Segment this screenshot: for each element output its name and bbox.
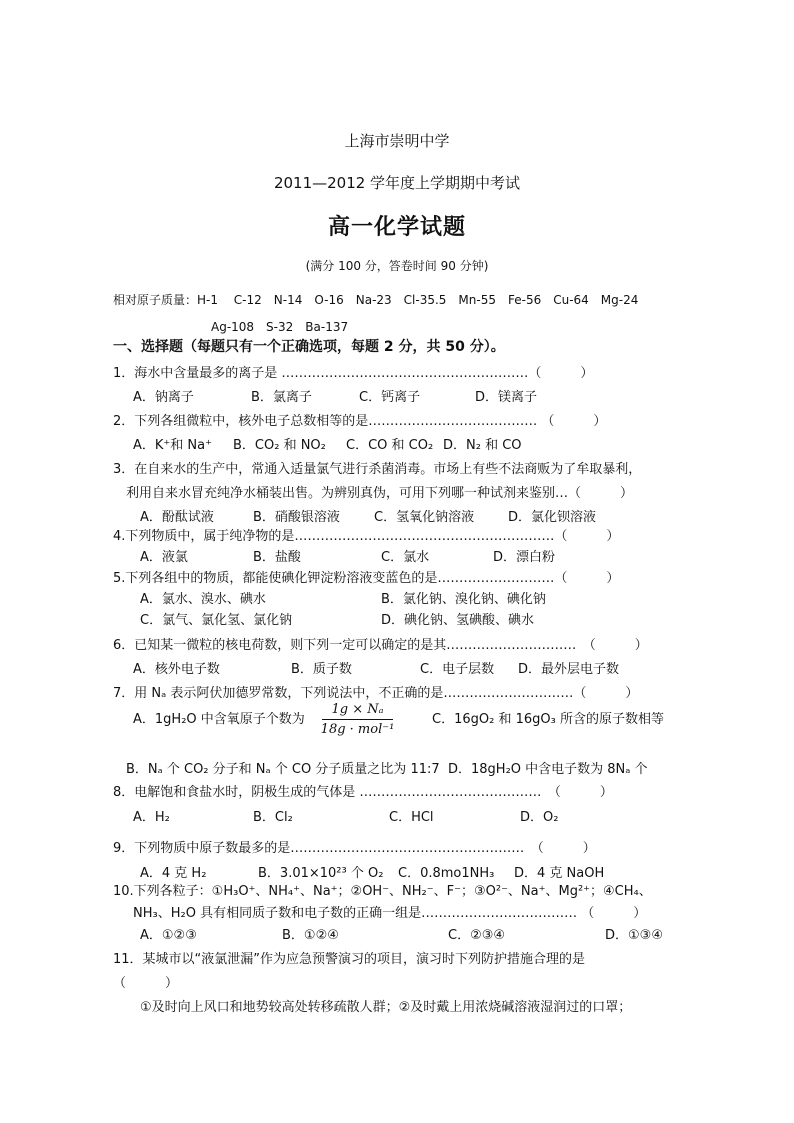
question-4-option-b: B．盐酸 bbox=[253, 550, 301, 565]
question-8-option-d: D．O₂ bbox=[520, 810, 559, 825]
question-5-option-a: A．氯水、溴水、碘水 bbox=[140, 592, 266, 607]
question-9-stem: 9．下列物质中原子数最多的是……………………………………………… （ ） bbox=[113, 841, 596, 856]
question-8-option-b: B．Cl₂ bbox=[253, 810, 293, 825]
question-4-option-a: A．液氯 bbox=[140, 550, 188, 565]
question-3-option-b: B．硝酸银溶液 bbox=[253, 510, 340, 525]
question-8-stem: 8．电解饱和食盐水时，阴极生成的气体是 …………………………………… （ ） bbox=[113, 785, 613, 800]
exam-term: 2011—2012 学年度上学期期中考试 bbox=[273, 174, 521, 192]
question-7-option-c: C．16gO₂ 和 16gO₃ 所含的原子数相等 bbox=[432, 712, 664, 727]
atomic-mass-line-1: 相对原子质量：H-1 C-12 N-14 O-16 Na-23 Cl-35.5 Mn-55 Fe-56 Cu-64 Mg-24 bbox=[113, 293, 639, 307]
question-1-option-a: A．钠离子 bbox=[133, 390, 194, 405]
question-6-stem: 6．已知某一微粒的核电荷数，则下列一定可以确定的是其………………………… （ ） bbox=[113, 638, 648, 653]
question-9-option-b: B．3.01×10²³ 个 O₂ bbox=[258, 866, 384, 881]
question-5-option-b: B．氯化钠、溴化钠、碘化钠 bbox=[381, 592, 546, 607]
question-4-option-c: C．氯水 bbox=[381, 550, 430, 565]
exam-title: 高一化学试题 bbox=[327, 215, 466, 240]
question-2-option-d: D．N₂ 和 CO bbox=[443, 438, 522, 453]
fraction-denominator: 18g · mol⁻¹ bbox=[320, 722, 395, 737]
question-10-option-d: D．①③④ bbox=[605, 928, 663, 943]
question-7-option-a: A．1gH₂O 中含氧原子个数为 bbox=[133, 712, 305, 727]
question-7-stem: 7．用 Nₐ 表示阿伏加德罗常数，下列说法中，不正确的是…………………………（ ） bbox=[113, 686, 639, 701]
question-2-option-c: C．CO 和 CO₂ bbox=[346, 438, 434, 453]
question-9-option-d: D．4 克 NaOH bbox=[514, 866, 605, 881]
fraction-numerator: 1g × Nₐ bbox=[331, 702, 384, 717]
question-6-option-b: B．质子数 bbox=[291, 662, 352, 677]
question-7-fraction bbox=[320, 702, 395, 737]
question-10-stem-continued: NH₃、H₂O 具有相同质子数和电子数的正确一组是……………………………… （ ） bbox=[133, 906, 647, 921]
question-1-stem: 1．海水中含量最多的离子是 …………………………………………………（ ） bbox=[113, 366, 594, 381]
question-2-option-a: A．K⁺和 Na⁺ bbox=[133, 438, 212, 453]
question-3-option-a: A．酚酞试液 bbox=[140, 510, 214, 525]
question-5-option-d: D．碘化钠、氢碘酸、碘水 bbox=[381, 613, 535, 628]
question-3-option-d: D．氯化钡溶液 bbox=[508, 510, 597, 525]
question-4-stem: 4.下列物质中，属于纯净物的是……………………………………………………（ ） bbox=[113, 529, 620, 544]
question-3-stem-continued: 利用自来水冒充纯净水桶装出售。为辨别真伪，可用下列哪一种试剂来鉴别…（ ） bbox=[126, 486, 634, 501]
question-1-option-c: C．钙离子 bbox=[359, 390, 421, 405]
question-11-answer-blank: （ ） bbox=[113, 976, 179, 991]
question-5-option-c: C．氯气、氯化氢、氯化钠 bbox=[140, 613, 293, 628]
question-11-stem: 11．某城市以“液氯泄漏”作为应急预警演习的项目，演习时下列防护措施合理的是 bbox=[113, 952, 586, 967]
question-4-option-d: D．漂白粉 bbox=[493, 550, 556, 565]
question-10-option-a: A．①②③ bbox=[140, 928, 197, 943]
question-10-stem: 10.下列各粒子：①H₃O⁺、NH₄⁺、Na⁺；②OH⁻、NH₂⁻、F⁻；③O²⁻、Na⁺、Mg²⁺；④CH₄、 bbox=[113, 884, 652, 899]
question-8-option-c: C．HCl bbox=[389, 810, 434, 825]
question-6-option-d: D．最外层电子数 bbox=[518, 662, 620, 677]
question-7-option-b: B．Nₐ 个 CO₂ 分子和 Nₐ 个 CO 分子质量之比为 11:7 bbox=[126, 762, 440, 777]
question-10-option-b: B．①②④ bbox=[282, 928, 339, 943]
question-1-option-d: D．镁离子 bbox=[475, 390, 538, 405]
question-6-option-c: C．电子层数 bbox=[420, 662, 495, 677]
question-8-option-a: A．H₂ bbox=[133, 810, 170, 825]
score-info: (满分 100 分，答卷时间 90 分钟) bbox=[305, 259, 489, 273]
school-name: 上海市崇明中学 bbox=[344, 132, 450, 150]
question-11-measures: ①及时向上风口和地势较高处转移疏散人群；②及时戴上用浓烧碱溶液湿润过的口罩； bbox=[140, 1000, 632, 1015]
question-9-option-a: A．4 克 H₂ bbox=[140, 866, 207, 881]
atomic-mass-line-2: Ag-108 S-32 Ba-137 bbox=[211, 320, 349, 334]
question-6-option-a: A．核外电子数 bbox=[133, 662, 220, 677]
question-2-option-b: B．CO₂ 和 NO₂ bbox=[233, 438, 326, 453]
question-10-option-c: C．②③④ bbox=[448, 928, 506, 943]
question-7-option-d: D．18gH₂O 中含电子数为 8Nₐ 个 bbox=[448, 762, 648, 777]
question-1-option-b: B．氯离子 bbox=[251, 390, 312, 405]
section-title: 一、选择题（每题只有一个正确选项，每题 2 分，共 50 分）。 bbox=[113, 339, 505, 355]
question-2-stem: 2．下列各组微粒中，核外电子总数相等的是………………………………… （ ） bbox=[113, 414, 607, 429]
question-9-option-c: C．0.8mo1NH₃ bbox=[398, 866, 495, 881]
question-3-stem: 3．在自来水的生产中，常通入适量氯气进行杀菌消毒。市场上有些不法商贩为了牟取暴利， bbox=[113, 462, 642, 477]
question-5-stem: 5.下列各组中的物质，都能使碘化钾淀粉溶液变蓝色的是………………………（ ） bbox=[113, 571, 620, 586]
question-3-option-c: C．氢氧化钠溶液 bbox=[374, 510, 475, 525]
